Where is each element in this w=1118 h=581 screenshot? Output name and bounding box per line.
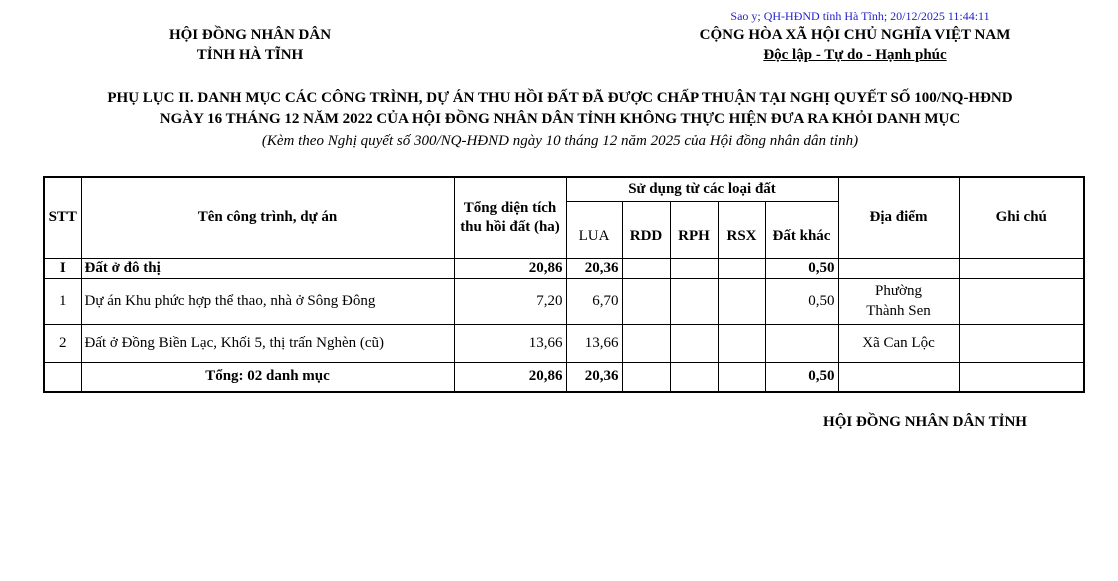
total-row	[44, 362, 1084, 392]
row-rsx	[718, 324, 765, 362]
col-header-other: Đất khác	[765, 201, 838, 258]
col-header-area-line1: Tổng diện tích	[463, 199, 557, 216]
total-stt	[44, 362, 81, 392]
row-stt: 1	[44, 278, 81, 324]
col-header-area-line2: thu hồi đất (ha)	[460, 218, 560, 235]
copy-stamp: Sao y; QH-HĐND tỉnh Hà Tĩnh; 20/12/2025 11:44:11	[730, 9, 990, 23]
document-title	[30, 88, 1090, 130]
total-rsx	[718, 362, 765, 392]
total-note	[959, 362, 1084, 392]
issuer-header	[140, 25, 360, 65]
row-rdd	[622, 278, 670, 324]
row-location-line1: Phường	[875, 283, 922, 299]
group-row	[44, 258, 1084, 278]
col-header-name: Tên công trình, dự án	[81, 177, 454, 258]
group-rsx	[718, 258, 765, 278]
document-subtitle: (Kèm theo Nghị quyết số 300/NQ-HĐND ngày 10 tháng 12 năm 2025 của Hội đồng nhân dân tỉnh)	[261, 133, 859, 149]
col-header-land-use: Sử dụng từ các loại đất	[566, 177, 838, 201]
project-table	[43, 176, 1085, 393]
group-lua: 20,36	[566, 258, 622, 278]
national-motto: Độc lập - Tự do - Hạnh phúc	[763, 47, 947, 63]
national-header	[665, 25, 1045, 65]
row-area: 13,66	[454, 324, 566, 362]
total-rph	[670, 362, 718, 392]
signature-block: HỘI ĐỒNG NHÂN DÂN TỈNH	[823, 414, 1027, 430]
total-label: Tổng: 02 danh mục	[81, 362, 454, 392]
row-lua: 6,70	[566, 278, 622, 324]
row-location	[838, 278, 959, 324]
table-row	[44, 278, 1084, 324]
national-name: CỘNG HÒA XÃ HỘI CHỦ NGHĨA VIỆT NAM	[699, 27, 1011, 43]
issuer-name: HỘI ĐỒNG NHÂN DÂN	[168, 27, 332, 43]
row-rsx	[718, 278, 765, 324]
row-other: 0,50	[765, 278, 838, 324]
total-other: 0,50	[765, 362, 838, 392]
table-row	[44, 324, 1084, 362]
title-line-1: PHỤ LỤC II. DANH MỤC CÁC CÔNG TRÌNH, DỰ ÁN THU HỒI ĐẤT ĐÃ ĐƯỢC CHẤP THUẬN TẠI NGHỊ QUYẾT SỐ 100/NQ-HĐND	[107, 90, 1013, 106]
row-rph	[670, 278, 718, 324]
row-name: Dự án Khu phức hợp thể thao, nhà ở Sông Đông	[81, 278, 454, 324]
row-stt: 2	[44, 324, 81, 362]
total-rdd	[622, 362, 670, 392]
group-other: 0,50	[765, 258, 838, 278]
group-stt: I	[44, 258, 81, 278]
row-location-line2: Thành Sen	[866, 303, 931, 319]
header-row-1	[44, 177, 1084, 201]
col-header-area	[454, 177, 566, 258]
col-header-note: Ghi chú	[959, 177, 1084, 258]
issuer-province: TỈNH HÀ TĨNH	[196, 47, 304, 63]
col-header-rph: RPH	[670, 201, 718, 258]
col-header-location: Địa điểm	[838, 177, 959, 258]
row-location: Xã Can Lộc	[838, 324, 959, 362]
col-header-rdd: RDD	[622, 201, 670, 258]
row-lua: 13,66	[566, 324, 622, 362]
group-rph	[670, 258, 718, 278]
col-header-lua: LUA	[566, 201, 622, 258]
row-area: 7,20	[454, 278, 566, 324]
row-name: Đất ở Đồng Biền Lạc, Khối 5, thị trấn Nghèn (cũ)	[81, 324, 454, 362]
total-location	[838, 362, 959, 392]
row-rph	[670, 324, 718, 362]
total-area: 20,86	[454, 362, 566, 392]
row-other	[765, 324, 838, 362]
title-line-2: NGÀY 16 THÁNG 12 NĂM 2022 CỦA HỘI ĐỒNG NHÂN DÂN TỈNH KHÔNG THỰC HIỆN ĐƯA RA KHỎI DANH MỤC	[159, 111, 961, 127]
col-header-rsx: RSX	[718, 201, 765, 258]
group-area: 20,86	[454, 258, 566, 278]
total-lua: 20,36	[566, 362, 622, 392]
group-location	[838, 258, 959, 278]
row-rdd	[622, 324, 670, 362]
row-note	[959, 324, 1084, 362]
group-rdd	[622, 258, 670, 278]
row-note	[959, 278, 1084, 324]
group-name: Đất ở đô thị	[81, 258, 454, 278]
group-note	[959, 258, 1084, 278]
col-header-stt: STT	[44, 177, 81, 258]
